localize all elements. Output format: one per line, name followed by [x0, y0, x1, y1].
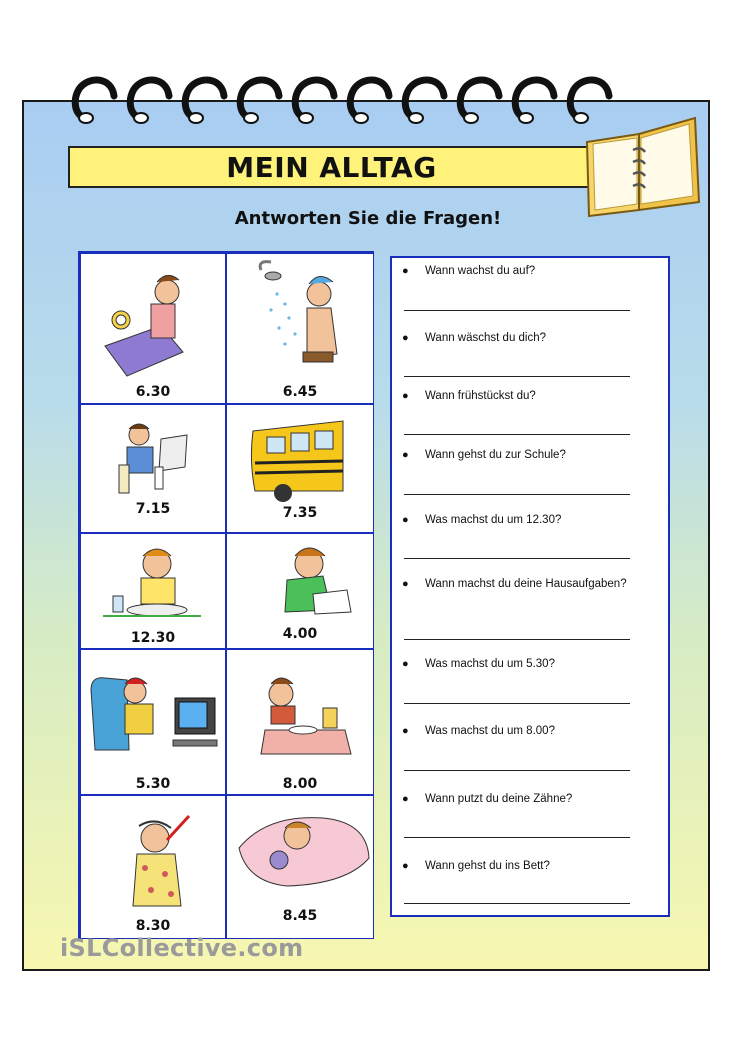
- question-text: Wann gehst du zur Schule?: [425, 449, 566, 461]
- dinner-icon: [227, 650, 375, 796]
- activity-cell: [226, 253, 374, 404]
- answer-line[interactable]: [404, 703, 630, 704]
- activity-time: 6.45: [282, 384, 318, 400]
- question-item: [402, 263, 632, 280]
- bullet-icon: ●: [402, 793, 409, 805]
- answer-line[interactable]: [404, 310, 630, 311]
- activity-time: 5.30: [135, 776, 171, 792]
- bullet-icon: ●: [402, 860, 409, 872]
- watermark: iSLCollective.com: [60, 934, 304, 962]
- activity-cell: [80, 795, 226, 939]
- answer-line[interactable]: [404, 837, 630, 838]
- answer-line[interactable]: [404, 434, 630, 435]
- page-title: MEIN ALLTAG: [226, 150, 437, 184]
- question-item: [402, 447, 632, 464]
- questions-panel: [390, 256, 670, 917]
- bullet-icon: ●: [402, 390, 409, 402]
- answer-line[interactable]: [404, 639, 630, 640]
- activity-grid: [78, 251, 374, 939]
- answer-line[interactable]: [404, 903, 630, 904]
- activity-cell: [80, 649, 226, 795]
- open-notebook-icon: [583, 112, 703, 222]
- bullet-icon: ●: [402, 725, 409, 737]
- question-text: Wann wachst du auf?: [425, 265, 536, 277]
- question-item: [402, 576, 632, 593]
- activity-time: 7.35: [282, 505, 318, 521]
- question-item: [402, 791, 632, 808]
- showering-icon: [227, 254, 375, 405]
- bullet-icon: ●: [402, 658, 409, 670]
- question-text: Wann frühstückst du?: [425, 390, 536, 402]
- bullet-icon: ●: [402, 514, 409, 526]
- question-item: [402, 858, 632, 875]
- answer-line[interactable]: [404, 558, 630, 559]
- bullet-icon: ●: [402, 578, 409, 590]
- activity-cell: [226, 404, 374, 533]
- bullet-icon: ●: [402, 332, 409, 344]
- activity-time: 8.00: [282, 776, 318, 792]
- question-text: Was machst du um 12.30?: [425, 514, 562, 526]
- instructions-heading: Antworten Sie die Fragen!: [234, 208, 502, 229]
- activity-time: 7.15: [135, 501, 171, 517]
- waking-up-icon: [81, 254, 227, 405]
- answer-line[interactable]: [404, 376, 630, 377]
- activity-cell: [80, 404, 226, 533]
- question-item: [402, 512, 632, 529]
- question-text: Was machst du um 5.30?: [425, 658, 555, 670]
- question-text: Wann putzt du deine Zähne?: [425, 793, 573, 805]
- bullet-icon: ●: [402, 449, 409, 461]
- activity-cell: [226, 649, 374, 795]
- answer-line[interactable]: [404, 494, 630, 495]
- question-text: Wann machst du deine Hausaufgaben?: [425, 578, 627, 590]
- activity-cell: [226, 795, 374, 939]
- activity-time: 8.45: [282, 908, 318, 924]
- activity-time: 6.30: [135, 384, 171, 400]
- answer-line[interactable]: [404, 770, 630, 771]
- activity-time: 8.30: [135, 918, 171, 934]
- activity-cell: [80, 253, 226, 404]
- activity-time: 12.30: [130, 630, 176, 646]
- activity-cell: [226, 533, 374, 649]
- question-text: Was machst du um 8.00?: [425, 725, 555, 737]
- question-item: [402, 656, 632, 673]
- activity-cell: [80, 533, 226, 649]
- question-item: [402, 330, 632, 347]
- question-item: [402, 388, 632, 405]
- title-banner: [68, 146, 595, 188]
- bullet-icon: ●: [402, 265, 409, 277]
- question-text: Wann gehst du ins Bett?: [425, 860, 550, 872]
- watching-tv-icon: [81, 650, 227, 796]
- question-text: Wann wäschst du dich?: [425, 332, 547, 344]
- activity-time: 4.00: [282, 626, 318, 642]
- question-item: [402, 723, 632, 740]
